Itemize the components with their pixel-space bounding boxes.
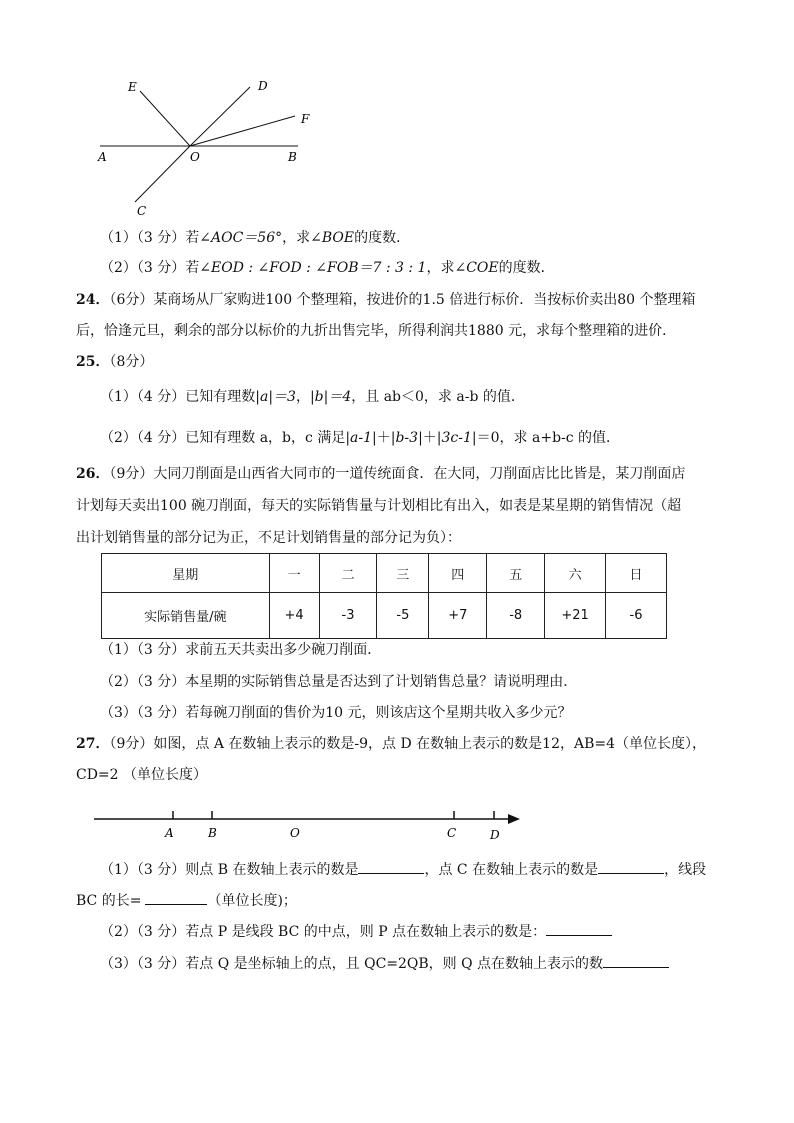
answer-blank[interactable]: [358, 873, 424, 874]
q23-part2: [100, 258, 555, 278]
table-cell: -5: [377, 593, 429, 639]
q23-p2-prefix: （2）（3 分）若: [100, 260, 200, 276]
q26-part1: （1）（3 分）求前五天共卖出多少碗刀削面．: [100, 642, 382, 658]
q25-p2-eq: ＝0: [476, 430, 500, 446]
table-row: [102, 593, 667, 639]
q27-p1-text-b: ，点 C 在数轴上表示的数是: [424, 862, 599, 878]
table-cell: -3: [319, 593, 377, 639]
label-E: E: [128, 80, 137, 94]
q27-p2-text: （2）（3 分）若点 P 是线段 BC 的中点，则 P 点在数轴上表示的数是：: [100, 924, 547, 940]
q23-p1-suffix: 的度数．: [354, 230, 411, 246]
q27-part1-line1: [100, 860, 706, 880]
q25-p2-math1: |a-1|: [345, 430, 377, 446]
q24-text1: （6分）某商场从厂家购进100 个整理箱，按进价的1.5 倍进行标价．当按标价卖出80 个整理箱: [109, 292, 696, 308]
answer-blank[interactable]: [603, 967, 669, 968]
table-cell: -6: [606, 593, 667, 639]
label-C: C: [137, 204, 147, 218]
q27-p1-text-d: BC 的长=: [76, 893, 142, 909]
arrow-head-icon: [508, 814, 520, 824]
q23-p1-prefix: （1）（3 分）若: [100, 230, 200, 246]
q27-line2: CD=2 （单位长度）: [76, 767, 208, 783]
q23-p2-mid: ，求: [426, 260, 455, 276]
q25-number: 25．: [76, 354, 110, 370]
q25-p2-plus1: ＋: [376, 430, 391, 446]
ray-OE: [140, 91, 190, 146]
label-F: F: [301, 112, 310, 126]
table-header-cell: 五: [487, 554, 545, 593]
q23-p1-math1: ∠AOC＝56°: [199, 230, 283, 246]
q23-p2-math1: ∠EOD : ∠FOD : ∠FOB＝7 : 3 : 1: [199, 260, 427, 276]
q25-heading: [76, 352, 153, 372]
axis-label-O: O: [290, 826, 300, 840]
q25-p2-math3: |3c-1|: [436, 430, 477, 446]
table-header-cell: 三: [377, 554, 429, 593]
q27-p3-text: （3）（3 分）若点 Q 是坐标轴上的点，且 QC=2QB，则 Q 点在数轴上表示的数: [100, 956, 604, 972]
q26-line2: 计划每天卖出100 碗刀削面，每天的实际销售量与计划相比有出入，如表是某星期的销售情况（超: [76, 498, 682, 514]
q25-points: （8分）: [109, 354, 154, 370]
label-O: O: [190, 150, 200, 164]
q25-p1-suffix: ，且 ab＜0，求 a-b 的值．: [351, 389, 525, 405]
label-B: B: [288, 150, 297, 164]
q27-p1-text-c: ，线段: [664, 862, 707, 878]
q27-text1: （9分）如图，点 A 在数轴上表示的数是-9，点 D 在数轴上表示的数是12，AB=4（单位长度），: [109, 736, 707, 752]
q25-p1-sep: ，: [295, 389, 310, 405]
q25-part2: [100, 428, 620, 448]
table-header-cell: 六: [545, 554, 606, 593]
q26-line1: [76, 464, 685, 484]
q27-part1-line2: [76, 891, 297, 911]
table-cell: -8: [487, 593, 545, 639]
q26-number: 26．: [76, 466, 110, 482]
q24-line2: 后，恰逢元旦，剩余的部分以标价的九折出售完毕，所得利润共1880 元，求每个整理箱的进价．: [76, 323, 677, 339]
q27-p1-text-e: （单位长度)；: [207, 893, 297, 909]
label-A: A: [98, 150, 107, 164]
label-D: D: [258, 79, 268, 93]
table-header-row: [102, 554, 667, 593]
q23-p1-math2: ∠BOE: [310, 230, 355, 246]
q25-part1: [100, 387, 525, 407]
q26-part2: （2）（3 分）本星期的实际销售总量是否达到了计划销售总量？请说明理由．: [100, 674, 578, 690]
q24-number: 24．: [76, 292, 110, 308]
sales-table: [101, 553, 667, 639]
answer-blank[interactable]: [145, 904, 207, 905]
table-header-cell: 四: [429, 554, 487, 593]
q25-p2-prefix: （2）（4 分）已知有理数 a，b，c 满足: [100, 430, 346, 446]
q27-number: 27．: [76, 736, 110, 752]
q24-line1: [76, 290, 696, 310]
axis-label-C: C: [447, 826, 457, 840]
q26-part3: （3）（3 分）若每碗刀削面的售价为10 元，则该店这个星期共收入多少元？: [100, 705, 572, 721]
answer-blank[interactable]: [546, 935, 612, 936]
table-header-cell: 二: [319, 554, 377, 593]
q23-p2-math2: ∠COE: [454, 260, 499, 276]
table-header-cell: 一: [269, 554, 319, 593]
q27-p1-text-a: （1）（3 分）则点 B 在数轴上表示的数是: [100, 862, 359, 878]
q23-part1: [100, 228, 410, 248]
q27-part3: [100, 954, 669, 974]
q25-p2-math2: |b-3|: [390, 430, 423, 446]
q23-p1-mid: ，求: [282, 230, 311, 246]
q26-text1: （9分）大同刀削面是山西省大同市的一道传统面食．在大同，刀削面店比比皆是，某刀削面店: [109, 466, 686, 482]
angle-figure: [90, 75, 320, 220]
axis-label-B: B: [208, 826, 217, 840]
answer-blank[interactable]: [598, 873, 664, 874]
table-cell: +21: [545, 593, 606, 639]
q27-part2: [100, 922, 612, 942]
q23-p2-suffix: 的度数．: [498, 260, 555, 276]
table-header-cell: 星期: [102, 554, 270, 593]
q27-line1: [76, 734, 706, 754]
table-cell: +4: [269, 593, 319, 639]
table-header-cell: 日: [606, 554, 667, 593]
q25-p1-math2: |b|＝4: [309, 389, 352, 405]
ray-OC: [135, 146, 190, 202]
axis-label-D: D: [490, 828, 500, 842]
q26-line3: 出计划销售量的部分记为正，不足计划销售量的部分记为负）：: [76, 530, 461, 546]
number-line-figure: [90, 805, 530, 845]
q25-p1-prefix: （1）（4 分）已知有理数: [100, 389, 256, 405]
table-cell: 实际销售量/碗: [102, 593, 270, 639]
q25-p1-math1: |a|＝3: [255, 389, 296, 405]
table-cell: +7: [429, 593, 487, 639]
q25-p2-plus2: ＋: [422, 430, 437, 446]
axis-label-A: A: [165, 826, 174, 840]
q25-p2-suffix: ，求 a+b-c 的值．: [499, 430, 621, 446]
